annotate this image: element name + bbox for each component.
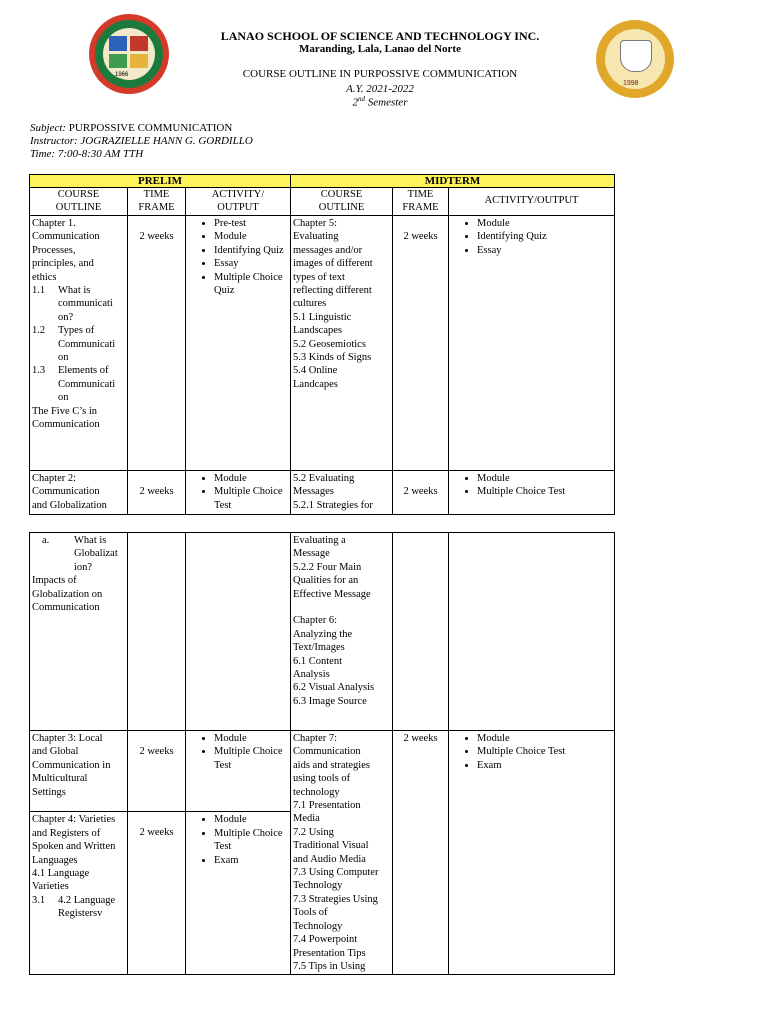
time-frame-cell: 2 weeks xyxy=(393,216,449,471)
table-row xyxy=(30,731,615,812)
outline-chapter-2: Chapter 2: Communication and Globalization xyxy=(30,471,128,515)
time-line: Time: 7:00-8:30 AM TTH xyxy=(30,148,144,160)
time-frame-cell xyxy=(393,533,449,731)
school-name: LANAO SCHOOL OF SCIENCE AND TECHNOLOGY INC. xyxy=(220,29,540,43)
activity-cell: • Module • Multiple Choice Test • Exam xyxy=(186,812,291,975)
outline-chapter-4: Chapter 4: Varieties and Registers of Spoken and Written Languages 4.1 Language Varieties 3.1 4.2 Language Registersv xyxy=(30,812,128,975)
time-frame-cell: 2 weeks xyxy=(128,812,186,975)
col-course-outline: COURSE OUTLINE xyxy=(30,188,128,216)
instructor-line: Instructor: JOGRAZIELLE HANN G. GORDILLO xyxy=(30,135,253,147)
col-time-frame: TIME FRAME xyxy=(128,188,186,216)
table-row xyxy=(30,216,615,471)
outline-chapter-3: Chapter 3: Local and Global Communication in Multicultural Settings xyxy=(30,731,128,812)
seal-year: 1966 xyxy=(115,72,129,78)
logo-year: 1998 xyxy=(623,80,639,87)
outline-chapter-1: Chapter 1. Communication Processes, principles, and ethics 1.1 What is communicati on? 1.2 Types of Communicati on 1.3 Elements of Communicati on The Five C’s in Communication xyxy=(30,216,128,471)
table-row xyxy=(30,533,615,731)
time-frame-cell xyxy=(128,533,186,731)
time-frame-cell: 2 weeks xyxy=(128,471,186,515)
table-row xyxy=(30,471,615,515)
course-outline-table-continued xyxy=(29,532,615,975)
activity-cell: • Module • Multiple Choice Test • Exam xyxy=(449,731,615,975)
activity-cell xyxy=(186,533,291,731)
course-outline-table xyxy=(29,174,615,515)
activity-cell xyxy=(449,533,615,731)
activity-cell: • Module • Multiple Choice Test xyxy=(186,731,291,812)
activity-cell: • Module • Identifying Quiz • Essay xyxy=(449,216,615,471)
prelim-header: PRELIM xyxy=(30,175,291,188)
time-frame-cell: 2 weeks xyxy=(393,731,449,975)
college-of-education-logo xyxy=(596,20,674,98)
midterm-header: MIDTERM xyxy=(291,175,615,188)
course-title: COURSE OUTLINE IN PURPOSSIVE COMMUNICATION xyxy=(242,68,518,80)
academic-year: A.Y. 2021-2022 xyxy=(346,83,414,95)
outline-chapter-7: Chapter 7: Communication aids and strategies using tools of technology 7.1 Presentation Media 7.2 Using Traditional Visual and Audio Media 7.3 Using Computer Technology 7.3 Strategies Using Tools of Technology 7.4 Powerpoint Presentation Tips 7.5 Tips in Using xyxy=(291,731,393,975)
outline-chapter-6: Evaluating a Message 5.2.2 Four Main Qualities for an Effective Message Chapter 6: Analyzing the Text/Images 6.1 Content Analysis 6.2 Visual Analysis 6.3 Image Source xyxy=(291,533,393,731)
activity-cell: • Module • Multiple Choice Test xyxy=(449,471,615,515)
semester: 2nd Semester xyxy=(352,95,408,109)
col-time-frame-midterm: TIME FRAME xyxy=(393,188,449,216)
col-activity-output-midterm: ACTIVITY/OUTPUT xyxy=(449,188,615,216)
school-seal-logo xyxy=(89,14,169,94)
col-course-outline-midterm: COURSE OUTLINE xyxy=(291,188,393,216)
outline-cell: 5.2 Evaluating Messages 5.2.1 Strategies for xyxy=(291,471,393,515)
col-activity-output: ACTIVITY/ OUTPUT xyxy=(186,188,291,216)
time-frame-cell: 2 weeks xyxy=(128,731,186,812)
activity-cell: • Pre-test • Module • Identifying Quiz • Essay • Multiple Choice Quiz xyxy=(186,216,291,471)
subject-line: Subject: PURPOSSIVE COMMUNICATION xyxy=(30,122,233,134)
outline-cell: a. What is Globalizat ion? Impacts of Globalization on Communication xyxy=(30,533,128,731)
time-frame-cell: 2 weeks xyxy=(128,216,186,471)
time-frame-cell: 2 weeks xyxy=(393,471,449,515)
activity-cell: • Module • Multiple Choice Test xyxy=(186,471,291,515)
outline-chapter-5: Chapter 5: Evaluating messages and/or images of different types of text reflecting different cultures 5.1 Linguistic Landscapes 5.2 Geosemiotics 5.3 Kinds of Signs 5.4 Online Landcapes xyxy=(291,216,393,471)
school-address: Maranding, Lala, Lanao del Norte xyxy=(299,43,461,55)
